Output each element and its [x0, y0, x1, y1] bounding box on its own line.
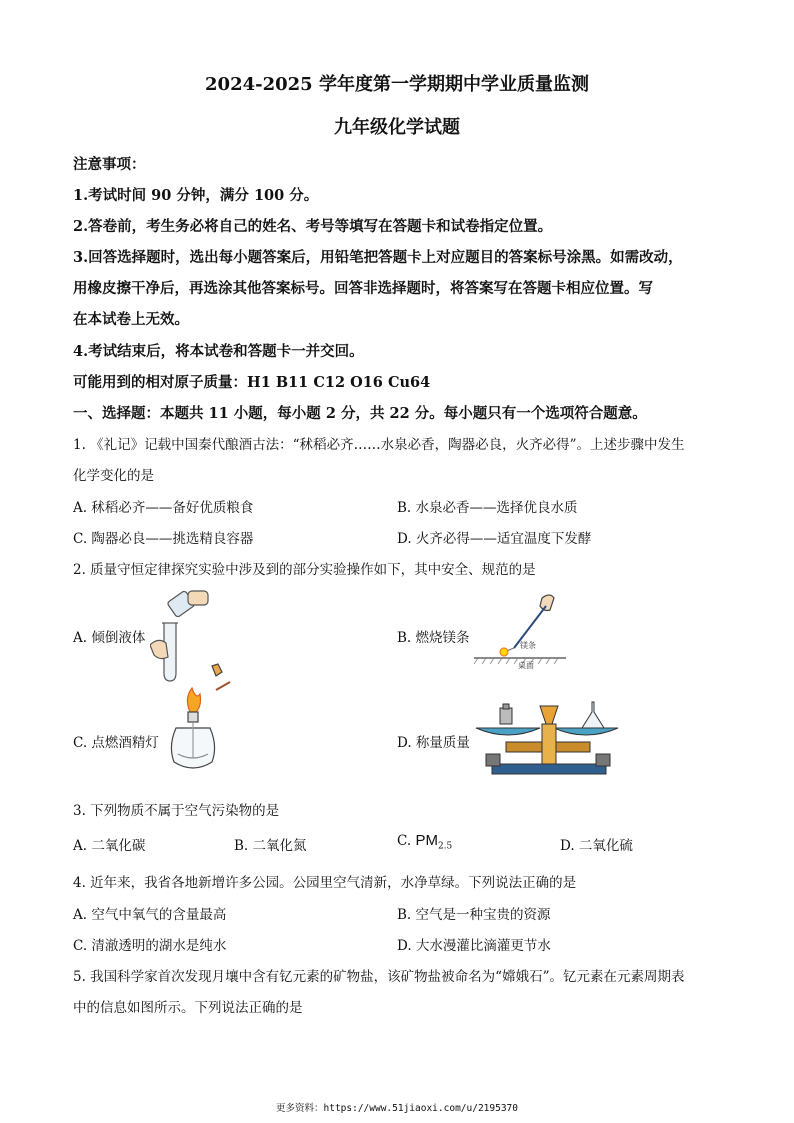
- q4-option-b: B. 空气是一种宝贵的资源: [397, 907, 551, 923]
- balance-scale-illustration: [472, 698, 622, 780]
- magnesium-label: 镁条: [520, 641, 536, 650]
- q4-option-d: D. 大水漫灌比滴灌更节水: [397, 938, 551, 954]
- q5-stem: 5. 我国科学家首次发现月壤中含有钇元素的矿物盐，该矿物盐被命名为“嫦娥石”。钇元素在元素周期表: [73, 969, 685, 985]
- burn-magnesium-illustration: [470, 590, 585, 675]
- q3-option-a: A. 二氧化碳: [73, 838, 146, 854]
- q1-option-a: A. 秫稻必齐——备好优质粮食: [73, 500, 254, 516]
- notice-item-2: 2.答卷前，考生务必将自己的姓名、考号等填写在答题卡和试卷指定位置。: [73, 218, 553, 235]
- exam-title: 2024-2025 学年度第一学期期中学业质量监测: [205, 74, 589, 95]
- q4-option-a: A. 空气中氧气的含量最高: [73, 907, 227, 923]
- table-label: 桌面: [518, 661, 534, 670]
- notice-item-3: 3.回答选择题时，选出每小题答案后，用铅笔把答题卡上对应题目的答案标号涂黑。如需改动，: [73, 249, 683, 266]
- q3-stem: 3. 下列物质不属于空气污染物的是: [73, 803, 280, 819]
- q1-option-c: C. 陶器必良——挑选精良容器: [73, 531, 254, 547]
- q4-stem: 4. 近年来，我省各地新增许多公园。公园里空气清新，水净草绿。下列说法正确的是: [73, 875, 577, 891]
- q3-option-b: B. 二氧化氮: [234, 838, 307, 854]
- notice-item-4: 4.考试结束后，将本试卷和答题卡一并交回。: [73, 343, 364, 360]
- q1-option-d: D. 火齐必得——适宜温度下发酵: [397, 531, 592, 547]
- alcohol-lamp-illustration: [160, 662, 240, 782]
- atomic-mass-line: 可能用到的相对原子质量：H1 B11 C12 O16 Cu64: [73, 374, 431, 391]
- q3-option-d: D. 二氧化硫: [560, 838, 633, 854]
- q4-option-c: C. 清澈透明的湖水是纯水: [73, 938, 227, 954]
- section-heading: 一、选择题：本题共 11 小题，每小题 2 分，共 22 分。每小题只有一个选项符合题意。: [73, 405, 647, 422]
- q2-option-d: D. 称量质量: [397, 735, 470, 751]
- q2-option-a: A. 倾倒液体: [73, 630, 146, 646]
- notice-item-1: 1.考试时间 90 分钟，满分 100 分。: [73, 187, 319, 204]
- pm-label: PM: [415, 832, 438, 849]
- notice-item-3-end: 在本试卷上无效。: [73, 311, 189, 328]
- q2-option-b: B. 燃烧镁条: [397, 630, 470, 646]
- q5-stem-cont: 中的信息如图所示。下列说法正确的是: [73, 1000, 303, 1016]
- q1-stem-cont: 化学变化的是: [73, 468, 154, 484]
- q1-option-b: B. 水泉必香——选择优良水质: [397, 500, 578, 516]
- q2-stem: 2. 质量守恒定律探究实验中涉及到的部分实验操作如下，其中安全、规范的是: [73, 562, 536, 578]
- notice-item-3-cont: 用橡皮擦干净后，再选涂其他答案标号。回答非选择题时，将答案写在答题卡相应位置。写: [73, 280, 653, 297]
- footer-link[interactable]: 更多资料：https://www.51jiaoxi.com/u/2195370: [276, 1103, 518, 1114]
- q3-option-c: [397, 832, 452, 852]
- q1-stem: 1. 《礼记》记载中国秦代酿酒古法：“秫稻必齐……水泉必香，陶器必良，火齐必得”。上述步骤中发生: [73, 437, 685, 453]
- pm-subscript: 2.5: [437, 841, 453, 852]
- q3-option-c-letter: C.: [397, 833, 412, 849]
- notice-heading: 注意事项：: [73, 156, 146, 173]
- exam-subtitle: 九年级化学试题: [334, 117, 460, 138]
- q2-option-c: C. 点燃酒精灯: [73, 735, 159, 751]
